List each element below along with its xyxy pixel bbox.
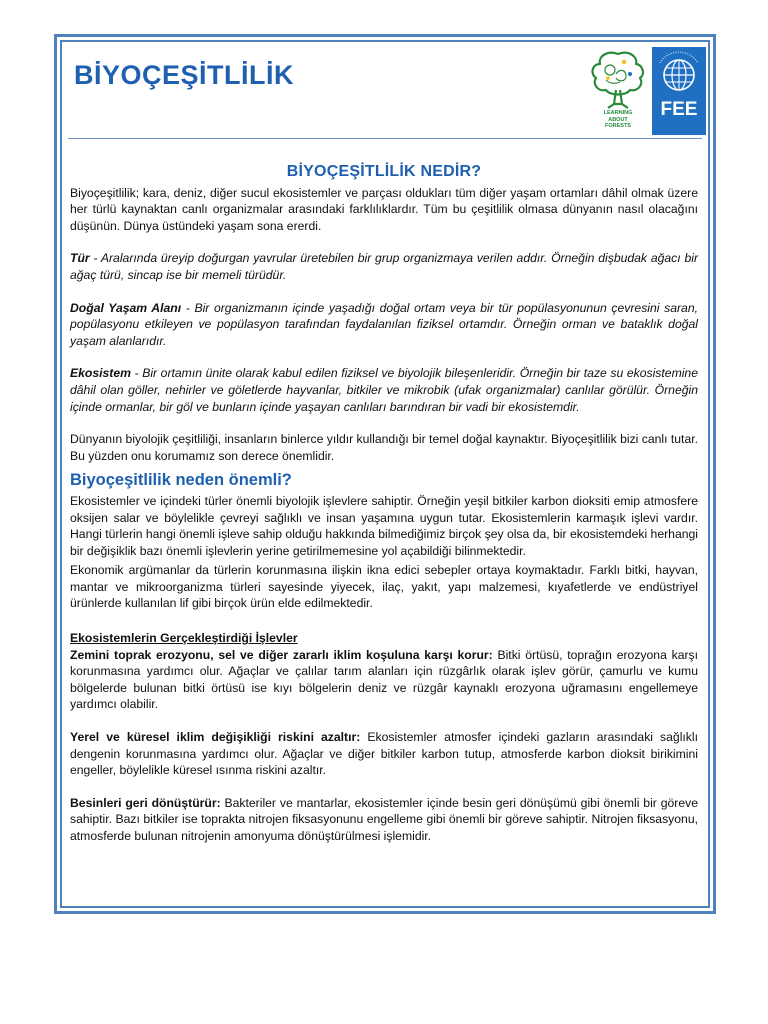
importance-paragraph-1: Ekosistemler ve içindeki türler önemli biyolojik işlevlere sahiptir. Örneğin yeşil bitkiler karbon dioksiti emip atmosfere oksijen salar ve böylelikle çevreyi sağlıklı ve insan yaşamına uygun tutar. Ekosistemlerin karmaşık işlevi vardır. Hangi türlerin hangi önemli işleve sahip olduğu hakkında bilmediğimiz birçok şey olsa da, bir ekosistemdeki herhangi bir değişiklik bazı önemli işlevlerin yerine getirilmemesine yol açabildiği bilinmektedir. [70, 493, 698, 558]
document-body [70, 158, 698, 845]
page-border [54, 34, 716, 914]
section-heading-why-important: Biyoçeşitlilik neden önemli? [70, 471, 292, 490]
function-text: Bitki örtüsü, toprağın erozyona karşı korunmasına yardımcı olur. Ağaçlar ve çalılar tarım alanları için rüzgârlık olarak işlev görür, çamurlu ve kumu bölgelerde bulunan bitki örtüsü ise kıyı bölgelerin deniz ve rüzgâr kaynaklı erozyona uğramasını engellemeye yardımcı olabilir. [70, 647, 699, 712]
definition-term: Doğal Yaşam Alanı [70, 300, 182, 315]
logo-word-3: FORESTS [605, 123, 631, 129]
function-item [70, 795, 698, 845]
page-title: BİYOÇEŞİTLİLİK [74, 60, 295, 90]
function-item [70, 729, 698, 779]
section-heading-functions: Ekosistemlerin Gerçekleştirdiği İşlevler [70, 631, 298, 646]
page-inner-border [60, 40, 710, 908]
intro-paragraph: Biyoçeşitlilik; kara, deniz, diğer sucul ekosistemler ve parçası oldukları tüm diğer yaşam ortamları dâhil olmak üzere her türlü kaynaktan canlı organizmalar arasındaki farklılıklardır. Tüm bu çeşitlilik olmasa dünyanın nasıl olacağını düşünün. Dünya üstündeki yaşam sona ererdi. [70, 185, 698, 233]
definition-term: Tür [70, 251, 90, 266]
definition-term: Ekosistem [70, 366, 131, 381]
fee-wordmark: FEE [660, 99, 698, 120]
logo-word-2: ABOUT [608, 116, 628, 123]
definition-text: - Bir organizmanın içinde yaşadığı doğal ortam veya bir tür popülasyonunun çevresini saran, popülasyonu etkileyen ve popülasyon tarafından faydalanılan fiziksel ortamdır. Örneğin orman ve bataklık doğal yaşam alanlarıdır. [70, 300, 698, 348]
globe-icon [652, 47, 706, 99]
definition-text: - Aralarında üreyip doğurgan yavrular üretebilen bir grup organizmaya verilen addır. Örneğin dişbudak ağacı bir ağaç türü, sincap ise bir memeli türüdür. [70, 251, 698, 282]
fee-logo [652, 47, 706, 135]
definition-habitat [70, 300, 698, 350]
tree-icon [586, 48, 650, 110]
logo-tree-caption [586, 110, 650, 130]
importance-paragraph-2: Ekonomik argümanlar da türlerin korunmasına ilişkin ikna edici sebepler ortaya koymaktadır. Farklı bitki, hayvan, mantar ve mikroorganizma türleri sayesinde yiyecek, ilaç, yakıt, yapı malzemesi, kıyafetlerde ve endüstriyel ürünlerde kullanılan lif gibi birçok ürün elde edilmektedir. [70, 563, 698, 611]
header [62, 42, 708, 138]
section-heading-what-is: BİYOÇEŞİTLİLİK NEDİR? [286, 163, 482, 180]
definition-species [70, 250, 698, 283]
function-lead: Zemini toprak erozyonu, sel ve diğer zararlı iklim koşuluna karşı korur: [70, 647, 493, 662]
closing-paragraph: Dünyanın biyolojik çeşitliliği, insanların binlerce yıldır kullandığı bir temel doğal kaynaktır. Biyoçeşitlilik bizi canlı tutar. Bu yüzden onu korumamız son derece önemlidir. [70, 432, 698, 463]
logo-word-1: LEARNING [603, 110, 633, 116]
function-text: Ekosistemler atmosfer içindeki gazların arasındaki sağlıklı dengenin korunmasına yardımcı olur. Ağaçlar ve diğer bitkiler karbon tutup, atmosferde karbon dioksit birikimini engeller, böylelikle küresel ısınma riskini azaltır. [70, 730, 698, 778]
definition-ecosystem [70, 365, 698, 415]
function-item [70, 647, 698, 713]
definition-text: - Bir ortamın ünite olarak kabul edilen fiziksel ve biyolojik bileşenleridir. Örneğin bir taze su ekosistemine dâhil olan göller, nehirler ve göletlerde hayvanlar, bitkiler ve mikrobik (ufak organizmalar) canlılar görülür. Örneğin içinde ormanlar, bir göl ve bunların içinde yaşayan canlıları barındıran bir vadi bir ekosistemdir. [70, 366, 698, 414]
header-divider [68, 138, 702, 139]
learning-about-forests-logo [586, 48, 650, 134]
function-lead: Yerel ve küresel iklim değişikliği riskini azaltır: [70, 730, 361, 745]
function-text: Bakteriler ve mantarlar, ekosistemler içinde besin geri dönüşümü gibi önemli bir göreve sahiptir. Bazı bitkiler ise toprakta nitrojen fiksasyonunu engelleme gibi önemli bir göreve sahiptir. Nitrojen fiksasyonu, atmosferde bulunan nitrojenin amonyuma dönüştürülmesi işlemidir. [70, 795, 698, 843]
function-lead: Besinleri geri dönüştürür: [70, 795, 221, 810]
